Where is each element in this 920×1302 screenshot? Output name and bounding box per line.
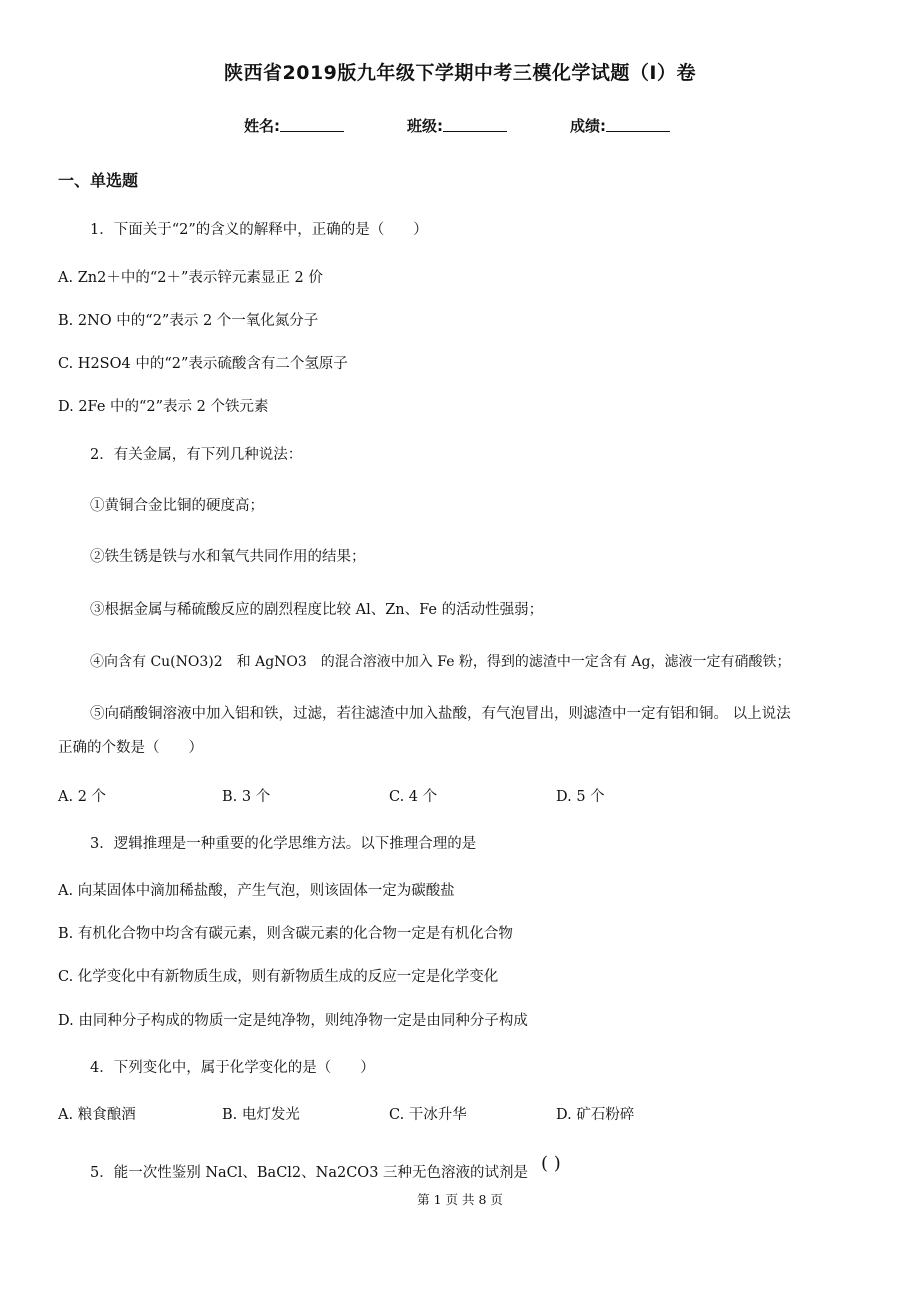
class-blank <box>443 117 507 132</box>
question-4-stem: 4．下列变化中，属于化学变化的是（ ） <box>90 1060 375 1076</box>
page-footer: 第 1 页 共 8 页 <box>417 1192 503 1207</box>
score-blank <box>606 117 670 132</box>
question-3-option-a: A. 向某固体中滴加稀盐酸，产生气泡，则该固体一定为碳酸盐 <box>58 883 455 899</box>
question-1-option-c: C. H2SO4 中的“2”表示硫酸含有二个氢原子 <box>58 356 348 372</box>
question-3-option-c: C. 化学变化中有新物质生成，则有新物质生成的反应一定是化学变化 <box>58 969 499 985</box>
question-4-option-b: B. 电灯发光 <box>222 1107 300 1123</box>
question-2-stem: 2．有关金属，有下列几种说法： <box>90 447 303 463</box>
question-2-option-b: B. 3 个 <box>222 789 271 805</box>
question-1-option-b: B. 2NO 中的“2”表示 2 个一氧化氮分子 <box>58 313 319 329</box>
question-2-option-d: D. 5 个 <box>556 789 605 805</box>
question-3-option-b: B. 有机化合物中均含有碳元素，则含碳元素的化合物一定是有机化合物 <box>58 926 513 942</box>
name-label: 姓名: <box>244 117 280 135</box>
score-field <box>570 115 670 136</box>
question-2-statement-3: ③根据金属与稀硫酸反应的剧烈程度比较 Al、Zn、Fe 的活动性强弱； <box>90 602 544 618</box>
question-2-statement-5-cont: 正确的个数是（ ） <box>58 740 203 756</box>
name-field <box>244 115 344 136</box>
class-label: 班级: <box>407 117 443 135</box>
question-3-option-d: D. 由同种分子构成的物质一定是纯净物，则纯净物一定是由同种分子构成 <box>58 1013 528 1029</box>
question-1-option-a: A. Zn2＋中的“2＋”表示锌元素显正 2 价 <box>58 270 323 286</box>
question-2-statement-4: ④向含有 Cu(NO3)2 和 AgNO3 的混合溶液中加入 Fe 粉，得到的滤渣中一定含有 Ag，滤液一定有硝酸铁； <box>90 654 791 670</box>
question-4-option-d: D. 矿石粉碎 <box>556 1107 635 1123</box>
question-2-option-a: A. 2 个 <box>58 789 107 805</box>
question-5-answer-paren: ( ) <box>541 1153 561 1174</box>
score-label: 成绩: <box>570 117 606 135</box>
name-blank <box>280 117 344 132</box>
question-2-statement-1: ①黄铜合金比铜的硬度高； <box>90 498 264 514</box>
section-title: 一、单选题 <box>58 171 139 190</box>
question-3-stem: 3．逻辑推理是一种重要的化学思维方法。以下推理合理的是 <box>90 836 477 852</box>
question-2-option-c: C. 4 个 <box>389 789 438 805</box>
question-1-stem: 1．下面关于“2”的含义的解释中，正确的是（ ） <box>90 222 428 238</box>
question-4-option-c: C. 干冰升华 <box>389 1107 467 1123</box>
question-5-stem: 5．能一次性鉴别 NaCl、BaCl2、Na2CO3 三种无色溶液的试剂是 <box>90 1165 529 1181</box>
question-2-statement-2: ②铁生锈是铁与水和氧气共同作用的结果； <box>90 549 366 565</box>
class-field <box>407 115 507 136</box>
question-1-option-d: D. 2Fe 中的“2”表示 2 个铁元素 <box>58 399 269 415</box>
question-2-statement-5: ⑤向硝酸铜溶液中加入铝和铁，过滤，若往滤渣中加入盐酸，有气泡冒出，则滤渣中一定有铝和铜。 以上说法 <box>90 706 791 722</box>
question-4-option-a: A. 粮食酿酒 <box>58 1107 136 1123</box>
page-title: 陕西省2019版九年级下学期中考三模化学试题（I）卷 <box>224 62 696 84</box>
